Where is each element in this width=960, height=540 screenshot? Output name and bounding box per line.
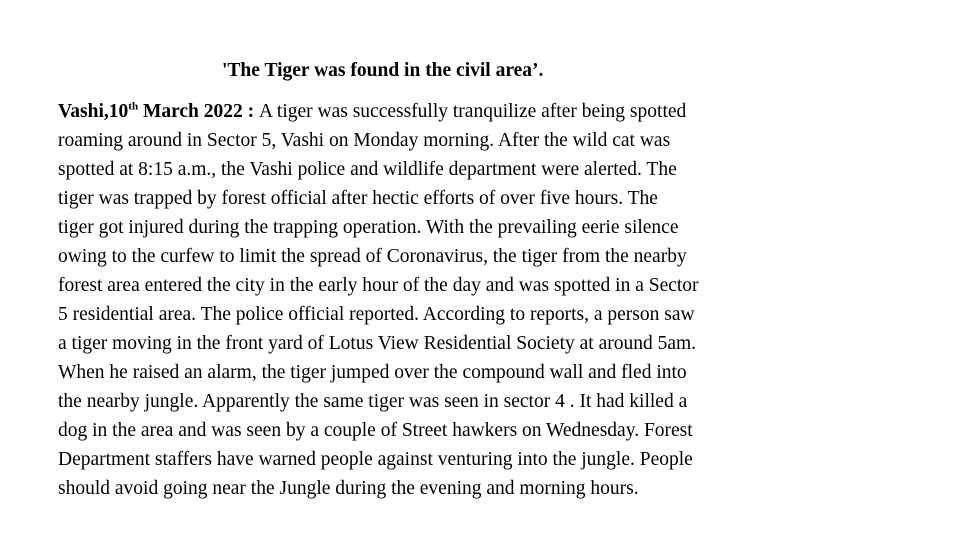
- article-body: [58, 97, 858, 503]
- article-line: spotted at 8:15 a.m., the Vashi police and wildlife department were alerted. The: [58, 159, 677, 180]
- headline: 'The Tiger was found in the civil area’.: [222, 60, 544, 81]
- article-line: dog in the area and was seen by a couple of Street hawkers on Wednesday. Forest: [58, 420, 693, 441]
- article-line: roaming around in Sector 5, Vashi on Monday morning. After the wild cat was: [58, 130, 671, 151]
- article-text: A tiger was successfully tranquilize after being spotted: [259, 101, 687, 122]
- article-line: forest area entered the city in the early hour of the day and was spotted in a Sector: [58, 275, 699, 296]
- article-line: a tiger moving in the front yard of Lotus View Residential Society at around 5am.: [58, 333, 697, 354]
- article-line: owing to the curfew to limit the spread of Coronavirus, the tiger from the nearby: [58, 246, 687, 267]
- dateline-place-day: Vashi,10: [58, 101, 129, 122]
- dateline-month-year: March 2022 :: [138, 101, 260, 122]
- article-line: 5 residential area. The police official reported. According to reports, a person saw: [58, 304, 695, 325]
- article-line: the nearby jungle. Apparently the same tiger was seen in sector 4 . It had killed a: [58, 391, 688, 412]
- article-line: tiger got injured during the trapping operation. With the prevailing eerie silence: [58, 217, 679, 238]
- article-line-1: [58, 97, 858, 126]
- article-line: When he raised an alarm, the tiger jumped over the compound wall and fled into: [58, 362, 687, 383]
- article-line: Department staffers have warned people against venturing into the jungle. People: [58, 449, 693, 470]
- article-line: tiger was trapped by forest official after hectic efforts of over five hours. The: [58, 188, 658, 209]
- article-line: should avoid going near the Jungle during the evening and morning hours.: [58, 478, 639, 499]
- dateline-ordinal-suffix: th: [128, 100, 139, 113]
- dateline: [58, 101, 259, 122]
